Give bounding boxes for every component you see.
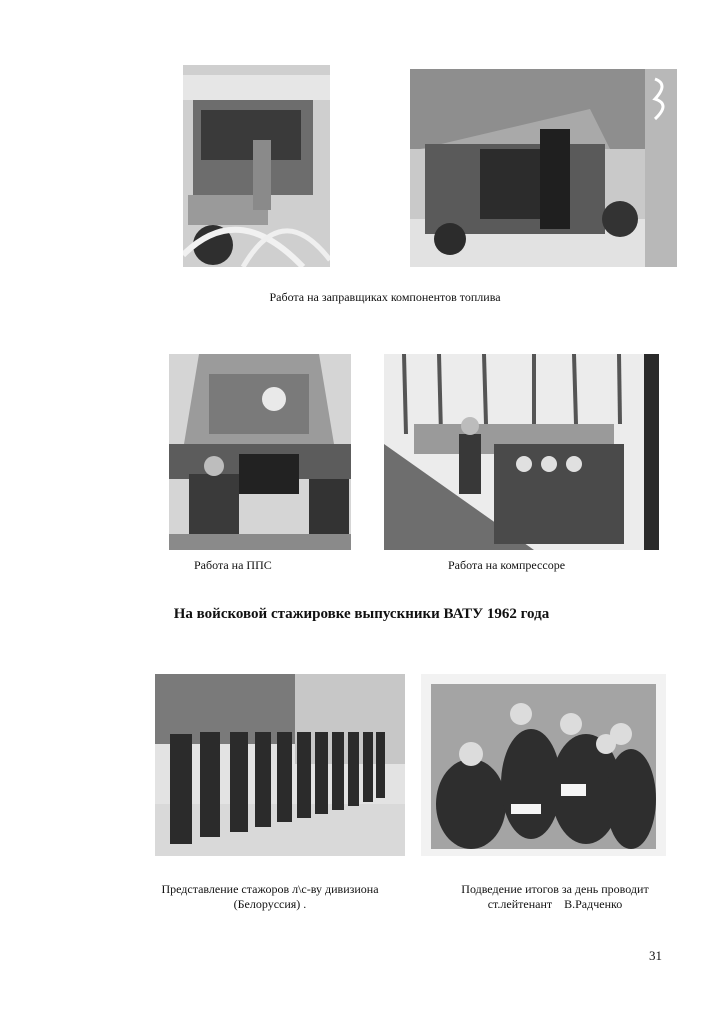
debrief-photo [421, 674, 666, 856]
caption-presentation-line1: Представление стажоров л\с-ву дивизиона [161, 882, 379, 896]
fuel-truck-photo-1 [183, 65, 330, 267]
section-heading: На войсковой стажировке выпускники ВАТУ 1962 года [173, 606, 550, 622]
caption-summary-line2: ст.лейтенант В.Радченко [487, 897, 623, 911]
page-number: 31 [649, 948, 662, 963]
fuel-truck-photo-2 [410, 69, 677, 267]
caption-fuel: Работа на заправщиках компонентов топлива [269, 290, 501, 304]
caption-presentation-line2: (Белоруссия) . [233, 897, 307, 911]
pps-photo [169, 354, 351, 550]
compressor-photo [384, 354, 659, 550]
caption-pps: Работа на ППС [194, 558, 272, 572]
caption-summary-line1: Подведение итогов за день проводит [461, 882, 649, 896]
caption-summary [430, 882, 680, 912]
formation-photo [155, 674, 405, 856]
caption-compressor: Работа на компрессоре [448, 558, 566, 572]
caption-presentation [140, 882, 400, 912]
